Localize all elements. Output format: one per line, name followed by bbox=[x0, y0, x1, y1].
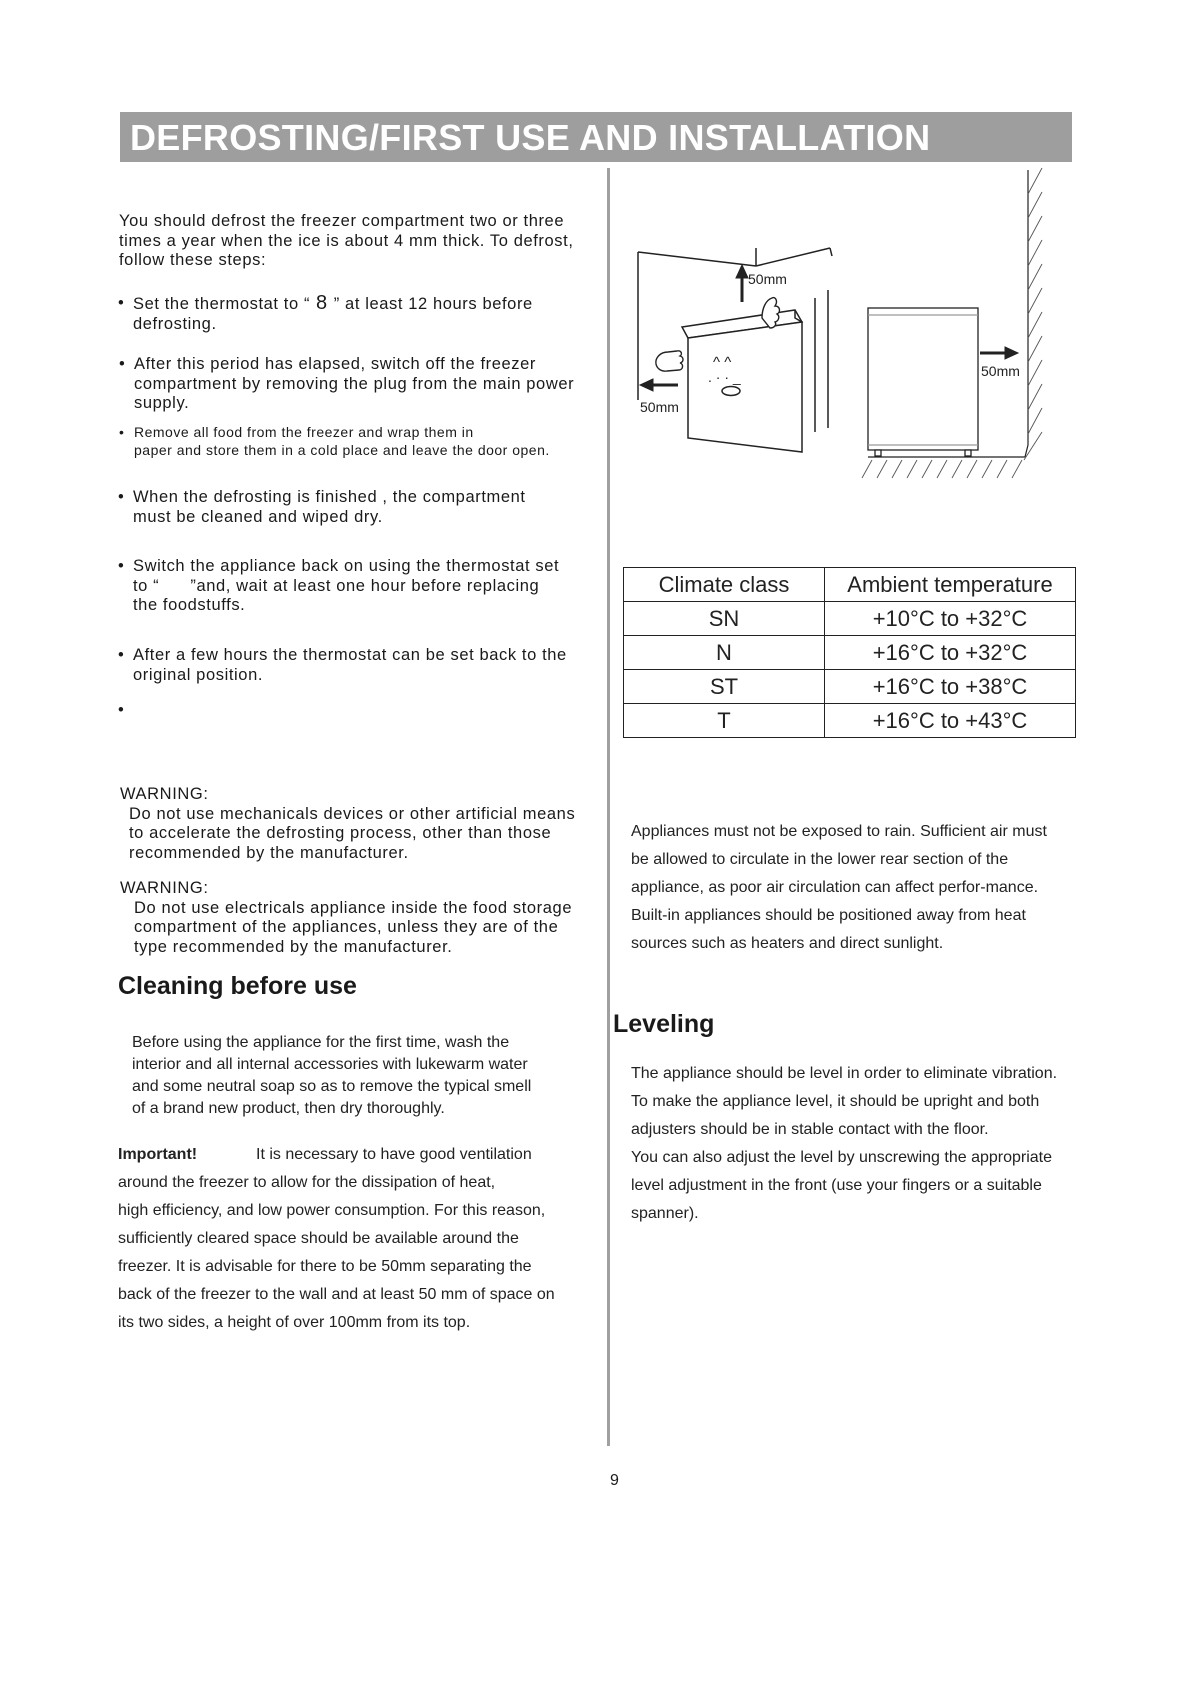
cleaning-line: of a brand new product, then dry thoroughly. bbox=[132, 1100, 445, 1117]
table-cell: N bbox=[624, 636, 825, 670]
step-5-line: Switch the appliance back on using the thermostat set bbox=[133, 557, 560, 575]
warning-body bbox=[120, 899, 610, 958]
leveling-line: spanner). bbox=[631, 1205, 699, 1222]
warning-line: compartment of the appliances, unless they are of the bbox=[134, 918, 559, 936]
step-1-line bbox=[133, 294, 603, 315]
table-row bbox=[624, 636, 1076, 670]
leveling-heading: Leveling bbox=[613, 1010, 715, 1038]
table-cell: +16°C to +43°C bbox=[825, 704, 1076, 738]
leveling-line: level adjustment in the front (use your fingers or a suitable bbox=[631, 1177, 1042, 1194]
warning-1 bbox=[120, 785, 610, 863]
table-cell: +16°C to +38°C bbox=[825, 670, 1076, 704]
step-1-text: Set the thermostat to “ bbox=[133, 295, 311, 313]
step-2-line: compartment by removing the plug from the main power bbox=[134, 374, 575, 393]
leveling-text bbox=[631, 1060, 1101, 1228]
defrost-step-1 bbox=[118, 292, 603, 334]
air-line: Appliances must not be exposed to rain. Sufficient air must bbox=[631, 823, 1047, 840]
important-line: its two sides, a height of over 100mm from its top. bbox=[118, 1314, 471, 1331]
cleaning-line: and some neutral soap so as to remove the typical smell bbox=[132, 1078, 532, 1095]
page-number: 9 bbox=[610, 1472, 619, 1489]
step-2-line: After this period has elapsed, switch off the freezer bbox=[134, 355, 537, 373]
air-line: appliance, as poor air circulation can affect perfor-mance. bbox=[631, 879, 1039, 896]
warning-body bbox=[120, 805, 610, 864]
important-line: sufficiently cleared space should be available around the bbox=[118, 1230, 519, 1247]
table-header: Climate class bbox=[624, 568, 825, 602]
defrost-step-6 bbox=[118, 646, 603, 685]
clearance-diagram bbox=[620, 160, 1090, 480]
air-line: be allowed to circulate in the lower rear section of the bbox=[631, 851, 1009, 868]
left-clearance-label: 50mm bbox=[640, 399, 679, 415]
step-4-line: must be cleaned and wiped dry. bbox=[133, 507, 383, 526]
defrost-intro bbox=[119, 212, 599, 271]
face-cheeks: . · · _ bbox=[708, 369, 741, 385]
important-label: Important! bbox=[118, 1146, 198, 1163]
step-3-line: Remove all food from the freezer and wrap them in bbox=[134, 424, 474, 440]
step-4-line: When the defrosting is finished , the compartment bbox=[133, 488, 526, 506]
air-line: Built-in appliances should be positioned away from heat bbox=[631, 907, 1026, 924]
step-1-line: defrosting. bbox=[133, 314, 217, 333]
table-row bbox=[624, 602, 1076, 636]
intro-line: follow these steps: bbox=[119, 251, 267, 269]
climate-class-table bbox=[623, 567, 1076, 738]
warning-line: Do not use mechanicals devices or other artificial means bbox=[129, 804, 576, 823]
cleaning-heading: Cleaning before use bbox=[118, 972, 357, 1000]
cleaning-line: interior and all internal accessories with lukewarm water bbox=[132, 1056, 528, 1073]
important-line: high efficiency, and low power consumption. For this reason, bbox=[118, 1202, 546, 1219]
step-3-line: paper and store them in a cold place and leave the door open. bbox=[134, 442, 550, 458]
defrost-step-4 bbox=[118, 488, 603, 527]
table-cell: +10°C to +32°C bbox=[825, 602, 1076, 636]
warning-title: WARNING: bbox=[120, 785, 209, 803]
leveling-line: adjusters should be in stable contact with the floor. bbox=[631, 1121, 989, 1138]
defrost-step-5 bbox=[118, 557, 603, 616]
step-2-line: supply. bbox=[134, 394, 190, 412]
intro-line: times a year when the ice is about 4 mm thick. To defrost, bbox=[119, 231, 574, 250]
step-6-line: After a few hours the thermostat can be set back to the bbox=[133, 646, 567, 664]
table-cell: ST bbox=[624, 670, 825, 704]
bullet: • bbox=[118, 557, 125, 575]
intro-line: You should defrost the freezer compartment two or three bbox=[119, 212, 565, 230]
section-banner bbox=[120, 112, 1072, 162]
important-line: back of the freezer to the wall and at least 50 mm of space on bbox=[118, 1286, 555, 1303]
bullet: • bbox=[119, 424, 125, 440]
step-1-text: ” at least 12 hours before bbox=[333, 295, 533, 313]
top-clearance-label: 50mm bbox=[748, 271, 787, 287]
defrost-step-3 bbox=[119, 423, 604, 459]
bullet: • bbox=[118, 294, 125, 312]
air-line: sources such as heaters and direct sunlight. bbox=[631, 935, 944, 952]
bullet: • bbox=[119, 355, 126, 373]
page-title: DEFROSTING/FIRST USE AND INSTALLATION bbox=[130, 117, 931, 158]
table-header-row bbox=[624, 568, 1076, 602]
step-5-line: the foodstuffs. bbox=[133, 596, 246, 614]
table-header: Ambient temperature bbox=[825, 568, 1076, 602]
warning-line: to accelerate the defrosting process, other than those bbox=[129, 824, 552, 842]
warning-line: type recommended by the manufacturer. bbox=[134, 937, 453, 956]
table-row bbox=[624, 704, 1076, 738]
cleaning-body bbox=[132, 1032, 602, 1120]
important-note bbox=[118, 1141, 608, 1337]
thermostat-symbol: 8 bbox=[316, 292, 328, 314]
warning-title: WARNING: bbox=[120, 879, 209, 897]
cleaning-line: Before using the appliance for the first time, wash the bbox=[132, 1034, 510, 1051]
air-circulation-text bbox=[631, 818, 1101, 958]
table-cell: SN bbox=[624, 602, 825, 636]
leveling-line: To make the appliance level, it should be upright and both bbox=[631, 1093, 1040, 1110]
empty-bullet: • bbox=[118, 701, 125, 719]
table-row bbox=[624, 670, 1076, 704]
face-eyes: ^ ^ bbox=[713, 354, 732, 371]
important-first-line bbox=[118, 1141, 608, 1169]
warning-2 bbox=[120, 879, 610, 957]
defrost-step-2 bbox=[119, 355, 604, 414]
bullet: • bbox=[118, 646, 125, 664]
right-clearance-label: 50mm bbox=[981, 363, 1020, 379]
freezer-side-view bbox=[868, 308, 978, 456]
bullet: • bbox=[118, 488, 125, 506]
important-line: It is necessary to have good ventilation bbox=[256, 1146, 532, 1163]
table-cell: +16°C to +32°C bbox=[825, 636, 1076, 670]
step-6-line: original position. bbox=[133, 665, 264, 684]
step-5-line: to “ ”and, wait at least one hour before replacing bbox=[133, 576, 540, 595]
freezer-front-view bbox=[682, 310, 802, 452]
leveling-line: You can also adjust the level by unscrewing the appropriate bbox=[631, 1149, 1053, 1166]
important-line: freezer. It is advisable for there to be 50mm separating the bbox=[118, 1258, 532, 1275]
leveling-line: The appliance should be level in order to eliminate vibration. bbox=[631, 1065, 1058, 1082]
table-cell: T bbox=[624, 704, 825, 738]
warning-line: Do not use electricals appliance inside the food storage bbox=[134, 898, 573, 917]
important-line: around the freezer to allow for the dissipation of heat, bbox=[118, 1174, 496, 1191]
warning-line: recommended by the manufacturer. bbox=[129, 843, 409, 862]
